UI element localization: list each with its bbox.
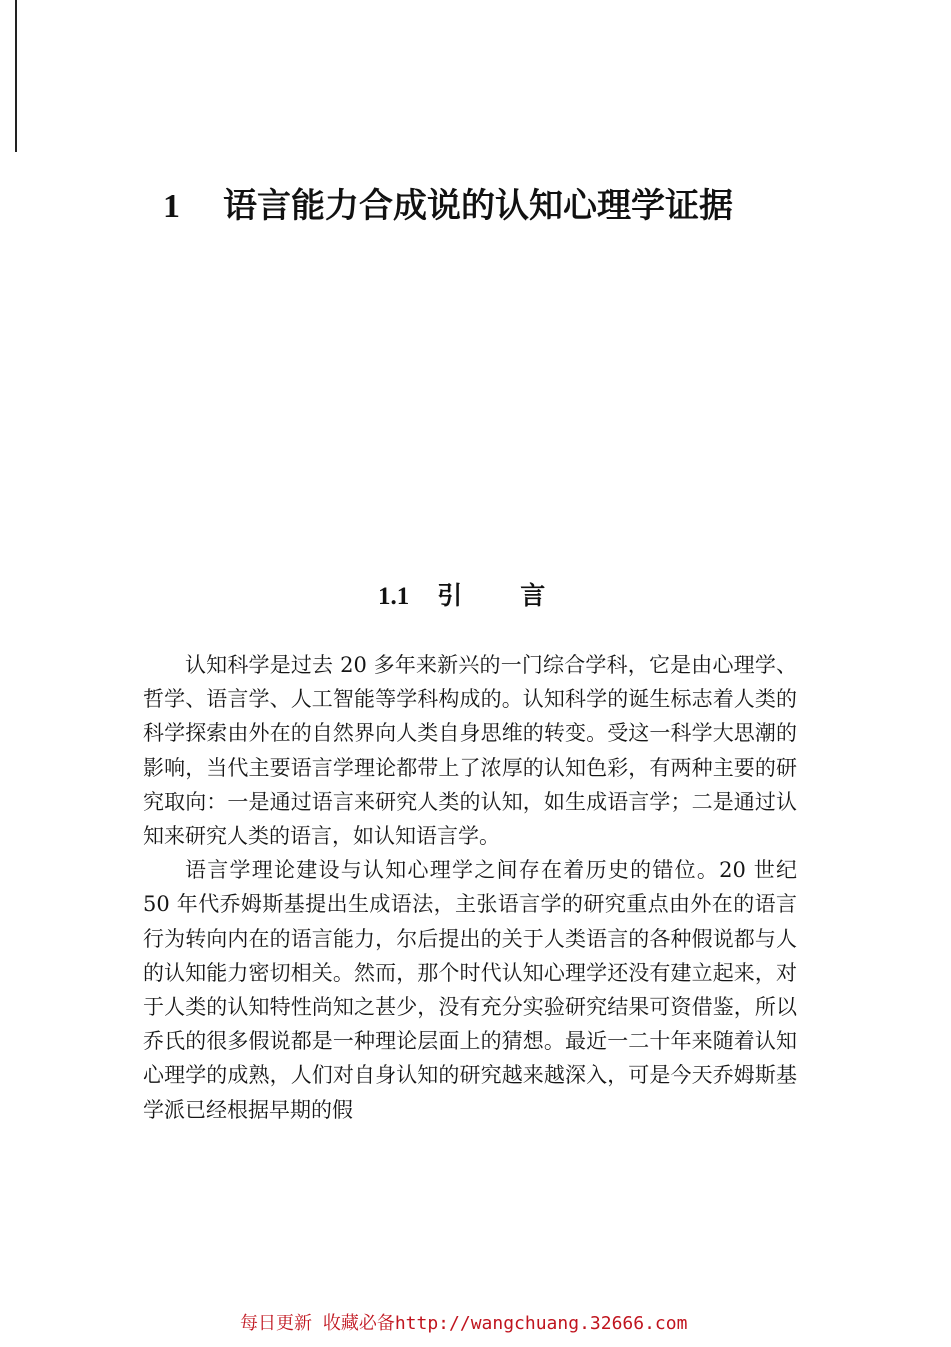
paragraph-1: 认知科学是过去 20 多年来新兴的一门综合学科，它是由心理学、哲学、语言学、人工智能等学科构成的。认知科学的诞生标志着人类的科学探索由外在的自然界向人类自身思维的转变。受这一科学大思潮的影响，当代主要语言学理论都带上了浓厚的认知色彩，有两种主要的研究取向：一是通过语言来研究人类的认知，如生成语言学；二是通过认知来研究人类的语言，如认知语言学。 (143, 653, 797, 849)
section-heading (378, 578, 603, 615)
margin-rule (15, 0, 17, 152)
chapter-number: 1 (163, 188, 180, 225)
footer-link[interactable]: 每日更新 收藏必备http://wangchuang.32666.com (240, 1313, 688, 1334)
section-number: 1.1 (378, 583, 410, 610)
body-text (143, 648, 797, 1127)
section-title: 引言 (437, 581, 604, 610)
chapter-title-text: 语言能力合成说的认知心理学证据 (223, 186, 733, 226)
chapter-title (163, 184, 863, 229)
paragraph-2: 语言学理论建设与认知心理学之间存在着历史的错位。20 世纪 50 年代乔姆斯基提出生成语法，主张语言学的研究重点由外在的语言行为转向内在的语言能力，尔后提出的关于人类语言的各种假说都与人的认知能力密切相关。然而，那个时代认知心理学还没有建立起来，对于人类的认知特性尚知之甚少，没有充分实验研究结果可资借鉴，所以乔氏的很多假说都是一种理论层面上的猜想。最近一二十年来随着认知心理学的成熟，人们对自身认知的研究越来越深入，可是今天乔姆斯基学派已经根据早期的假 (143, 858, 797, 1122)
